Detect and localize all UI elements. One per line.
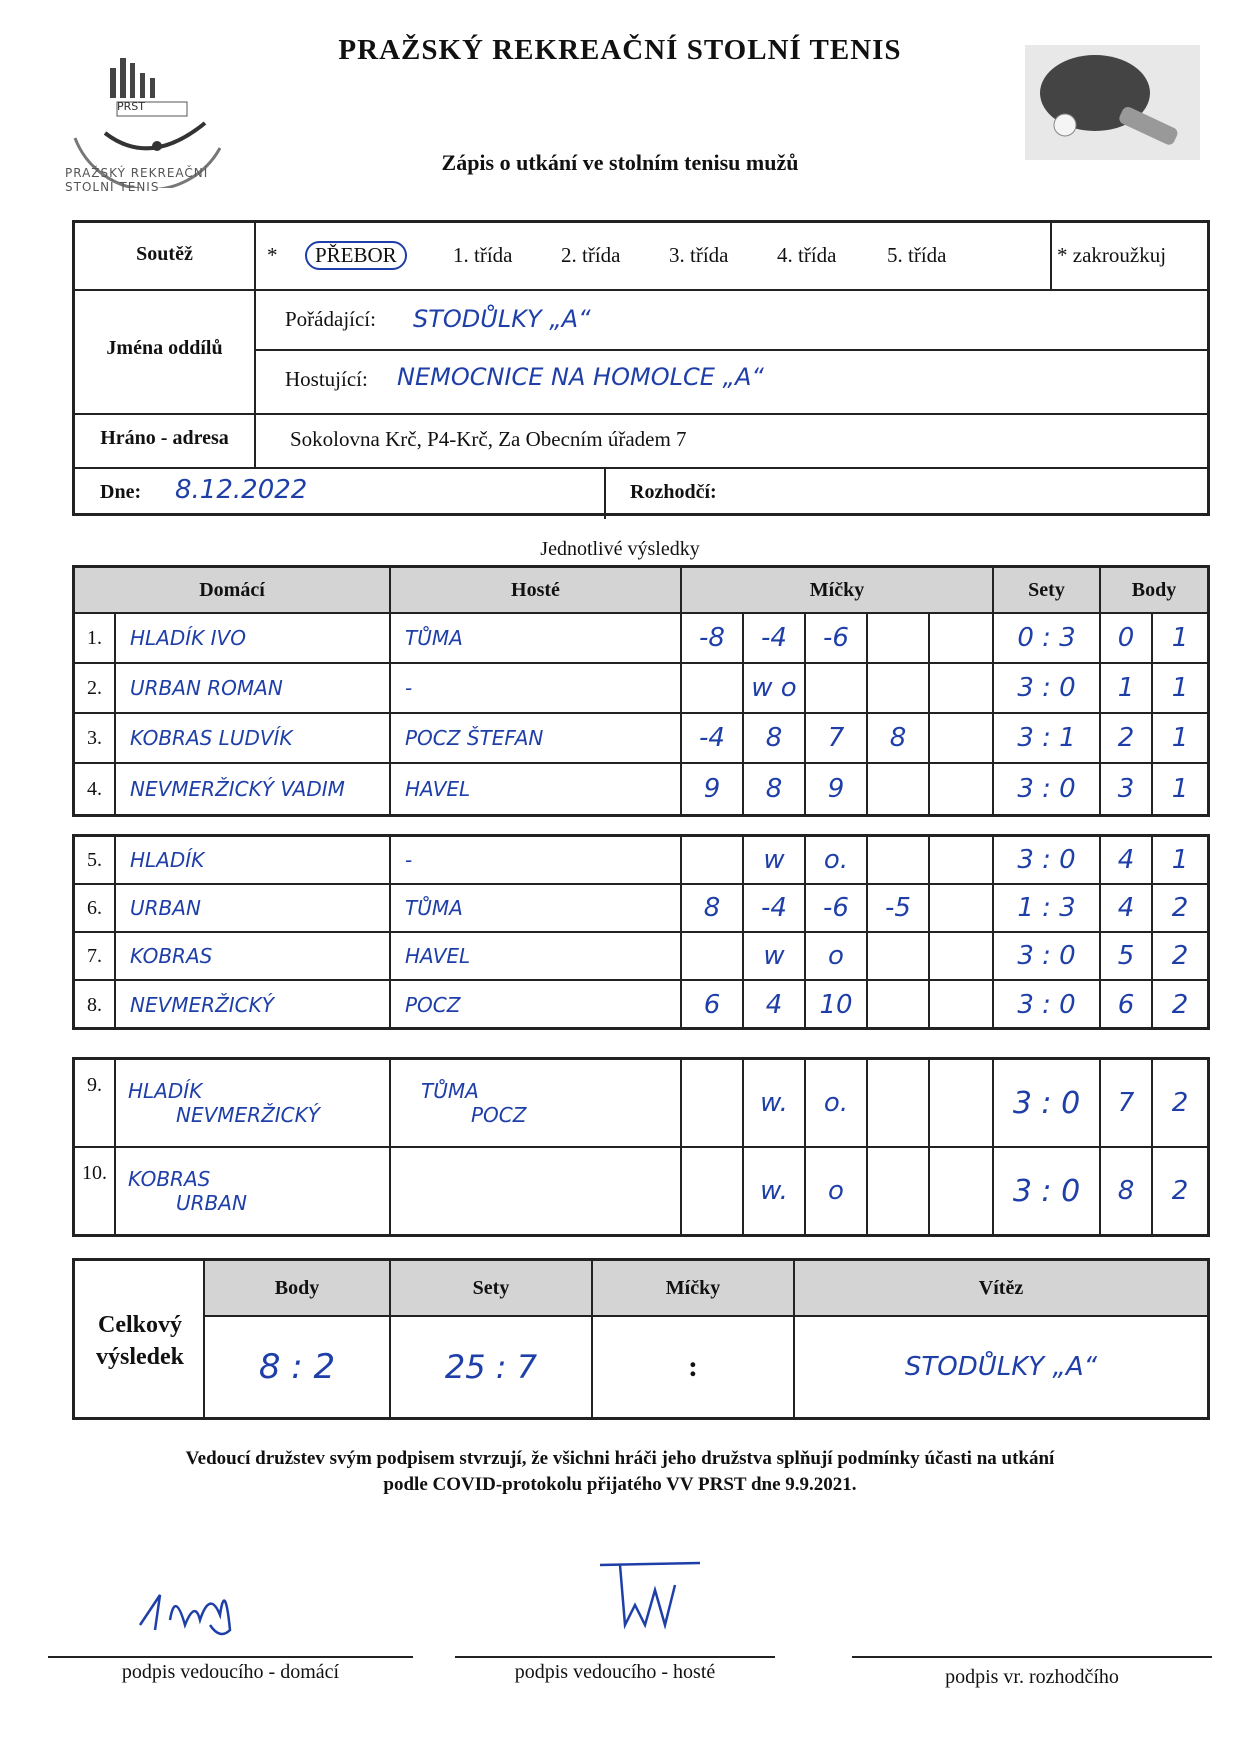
hostujici-label: Hostující: — [285, 367, 368, 391]
ball-score-2[interactable]: w — [744, 933, 806, 981]
guest-player[interactable]: TŮMA — [391, 614, 682, 664]
ball-score-5[interactable] — [930, 664, 994, 714]
hrano-value: Sokolovna Krč, P4-Krč, Za Obecním úřadem 7 — [290, 427, 687, 451]
row-number: 4. — [75, 764, 116, 814]
sets-score[interactable]: 3 : 0 — [994, 837, 1101, 885]
page-subtitle: Zápis o utkání ve stolním tenisu mužů — [441, 150, 799, 175]
referee-signature-label: podpis vr. rozhodčího — [945, 1666, 1119, 1688]
ball-score-4[interactable] — [868, 764, 930, 814]
home-player-2[interactable]: URBAN — [176, 1191, 247, 1215]
ball-score-1[interactable] — [682, 933, 744, 981]
ball-score-4[interactable] — [868, 837, 930, 885]
home-player[interactable]: KOBRAS — [116, 933, 391, 981]
ball-score-1[interactable] — [682, 1148, 744, 1234]
points-guest[interactable]: 1 — [1153, 664, 1207, 714]
total-micky-value[interactable]: : — [593, 1317, 795, 1417]
home-player[interactable]: URBAN — [116, 885, 391, 933]
guest-signature-label: podpis vedoucího - hosté — [514, 1661, 716, 1683]
row-number: 8. — [75, 981, 116, 1029]
home-player[interactable]: URBAN ROMAN — [116, 664, 391, 714]
soutez-option-4[interactable]: 4. třída — [777, 243, 837, 267]
ball-score-3[interactable]: o — [806, 933, 868, 981]
guest-player[interactable]: HAVEL — [391, 764, 682, 814]
referee-signature-line — [852, 1656, 1212, 1658]
ball-score-3[interactable]: -6 — [806, 614, 868, 664]
soutez-option-3[interactable]: 3. třída — [669, 243, 729, 267]
points-home[interactable]: 4 — [1101, 837, 1153, 885]
total-sety-header: Sety — [391, 1261, 593, 1317]
home-player-2[interactable]: NEVMERŽICKÝ — [176, 1103, 320, 1127]
guest-player[interactable]: POCZ ŠTEFAN — [391, 714, 682, 764]
ball-score-5[interactable] — [930, 1060, 994, 1148]
dne-label: Dne: — [100, 481, 142, 503]
guest-player-1[interactable]: TŮMA — [421, 1079, 479, 1103]
total-vitez-header: Vítěz — [795, 1261, 1207, 1317]
singles-table-1 — [72, 565, 1210, 817]
soutez-option-5[interactable]: 5. třída — [887, 243, 947, 267]
points-guest[interactable]: 1 — [1171, 774, 1189, 804]
soutez-option-1[interactable]: 1. třída — [453, 243, 513, 267]
ball-score-4[interactable] — [868, 1060, 930, 1148]
points-guest[interactable]: 2 — [1171, 1176, 1189, 1206]
ball-score-1[interactable]: -8 — [682, 614, 744, 664]
jmena-label: Jména oddílů — [106, 337, 223, 359]
sets-score[interactable]: 3 : 0 — [994, 664, 1101, 714]
ball-score-5[interactable] — [930, 933, 994, 981]
row-number: 7. — [75, 933, 116, 981]
page-title: PRAŽSKÝ REKREAČNÍ STOLNÍ TENIS — [338, 34, 902, 66]
guest-player[interactable]: HAVEL — [391, 933, 682, 981]
ball-score-3[interactable]: 10 — [806, 981, 868, 1029]
ball-score-2[interactable]: 4 — [744, 981, 806, 1029]
points-guest[interactable]: 1 — [1153, 837, 1207, 885]
ball-score-2[interactable]: 8 — [744, 764, 806, 814]
row-number: 6. — [75, 885, 116, 933]
ball-score-1[interactable] — [682, 837, 744, 885]
points-guest[interactable]: 1 — [1153, 714, 1207, 764]
ball-score-4[interactable] — [868, 933, 930, 981]
header-micky: Míčky — [682, 568, 994, 614]
header-sety: Sety — [994, 568, 1101, 614]
home-signature — [130, 1570, 270, 1650]
points-guest[interactable]: 1 — [1153, 614, 1207, 664]
sets-score[interactable]: 3 : 1 — [994, 714, 1101, 764]
home-signature-line — [48, 1656, 413, 1658]
row-number: 10. — [75, 1148, 116, 1234]
dne-value[interactable]: 8.12.2022 — [175, 475, 308, 505]
ball-score-1[interactable]: 6 — [682, 981, 744, 1029]
soutez-label: Soutěž — [136, 243, 193, 265]
points-home[interactable]: 7 — [1101, 1060, 1153, 1148]
ball-score-5[interactable] — [930, 837, 994, 885]
covid-note-line1: Vedoucí družstev svým podpisem stvrzují, že všichni hráči jeho družstva splňují podmínky účasti na utkání — [185, 1448, 1055, 1469]
ball-score-4[interactable] — [868, 981, 930, 1029]
ball-score-5[interactable] — [930, 764, 994, 814]
guest-pair[interactable] — [391, 1060, 682, 1148]
total-label — [75, 1309, 205, 1373]
ball-score-2[interactable]: w. — [744, 1060, 806, 1148]
points-home[interactable]: 3 — [1101, 764, 1153, 814]
total-body-header: Body — [205, 1261, 391, 1317]
home-player[interactable]: HLADÍK IVO — [116, 614, 391, 664]
logo-text: PRAŽSKÝ REKREAČNÍ STOLNÍ TENIS — [65, 166, 209, 194]
row-number: 2. — [75, 664, 116, 714]
rozhodci-label: Rozhodčí: — [630, 481, 717, 503]
ball-score-1[interactable] — [682, 664, 744, 714]
total-body-value[interactable]: 8 : 2 — [205, 1317, 391, 1417]
guest-player[interactable]: - — [391, 837, 682, 885]
sets-score[interactable]: 3 : 0 — [994, 981, 1101, 1029]
ball-score-2[interactable]: 8 — [744, 714, 806, 764]
poradajici-value[interactable]: STODŮLKY „A“ — [413, 305, 591, 333]
points-guest[interactable]: 2 — [1171, 990, 1189, 1020]
ball-score-1[interactable]: -4 — [682, 714, 744, 764]
ball-score-5[interactable] — [930, 885, 994, 933]
covid-note — [0, 1446, 1240, 1498]
home-pair[interactable] — [116, 1060, 391, 1148]
row-number: 3. — [75, 714, 116, 764]
ball-score-5[interactable] — [930, 614, 994, 664]
ball-score-2[interactable]: w o — [744, 664, 806, 714]
sets-score[interactable]: 3 : 0 — [994, 1060, 1101, 1148]
home-player[interactable]: HLADÍK — [116, 837, 391, 885]
ball-score-2[interactable]: -4 — [744, 885, 806, 933]
total-micky-header: Míčky — [593, 1261, 795, 1317]
total-label-line1: Celkový — [98, 1312, 182, 1338]
guest-player[interactable]: - — [391, 664, 682, 714]
guest-player[interactable]: TŮMA — [391, 885, 682, 933]
guest-player[interactable]: POCZ — [391, 981, 682, 1029]
home-pair[interactable] — [116, 1148, 391, 1234]
results-caption: Jednotlivé výsledky — [540, 538, 700, 560]
ball-score-3[interactable]: 9 — [806, 764, 868, 814]
ball-score-4[interactable] — [868, 1148, 930, 1234]
guest-signature-line — [455, 1656, 775, 1658]
ball-score-5[interactable] — [930, 1148, 994, 1234]
doubles-table — [72, 1057, 1210, 1237]
points-guest[interactable]: 2 — [1153, 885, 1207, 933]
total-sety-value[interactable]: 25 : 7 — [391, 1317, 593, 1417]
ball-score-2[interactable]: -4 — [744, 614, 806, 664]
paddle-image — [1025, 45, 1200, 160]
ball-score-5[interactable] — [930, 981, 994, 1029]
ball-score-3[interactable]: o. — [806, 1060, 868, 1148]
guest-pair[interactable] — [391, 1148, 682, 1234]
ball-score-5[interactable] — [930, 714, 994, 764]
ball-score-1[interactable] — [682, 1060, 744, 1148]
header-body: Body — [1101, 568, 1207, 614]
sets-score[interactable]: 3 : 0 — [994, 1148, 1101, 1234]
soutez-star: * — [267, 243, 278, 267]
hostujici-value[interactable]: NEMOCNICE NA HOMOLCE „A“ — [397, 363, 764, 391]
home-player-1[interactable]: KOBRAS — [128, 1167, 211, 1191]
ball-score-3[interactable]: 7 — [806, 714, 868, 764]
home-player-1[interactable]: HLADÍK — [128, 1079, 203, 1103]
match-info-table — [72, 220, 1210, 516]
ball-score-2[interactable]: w — [744, 837, 806, 885]
total-label-line2: výsledek — [95, 1344, 184, 1370]
points-home[interactable]: 0 — [1101, 614, 1153, 664]
ball-score-1[interactable]: 8 — [682, 885, 744, 933]
total-vitez-value[interactable]: STODŮLKY „A“ — [904, 1352, 1098, 1382]
ball-score-4[interactable]: -5 — [868, 885, 930, 933]
singles-table-2 — [72, 834, 1210, 1030]
ball-score-3[interactable] — [806, 664, 868, 714]
points-home[interactable]: 5 — [1101, 933, 1153, 981]
ball-score-3[interactable]: o — [806, 1148, 868, 1234]
ball-score-4[interactable] — [868, 614, 930, 664]
soutez-option-prebor[interactable]: PŘEBOR — [305, 241, 407, 270]
logo-badge: PRST — [117, 100, 145, 113]
ball-score-4[interactable] — [868, 664, 930, 714]
total-result-table — [72, 1258, 1210, 1420]
header-domaci: Domácí — [75, 568, 391, 614]
ball-score-4[interactable]: 8 — [868, 714, 930, 764]
points-home[interactable]: 6 — [1101, 981, 1153, 1029]
points-home[interactable]: 1 — [1101, 664, 1153, 714]
home-player[interactable]: NEVMERŽICKÝ VADIM — [116, 764, 391, 814]
poradajici-label: Pořádající: — [285, 307, 376, 331]
guest-player-2[interactable]: POCZ — [471, 1103, 527, 1127]
sets-score[interactable]: 0 : 3 — [994, 614, 1101, 664]
ball-score-2[interactable]: w. — [744, 1148, 806, 1234]
home-signature-label: podpis vedoucího - domácí — [121, 1661, 340, 1683]
header-hoste: Hosté — [391, 568, 682, 614]
hrano-label: Hráno - adresa — [100, 427, 229, 449]
covid-note-line2: podle COVID-protokolu přijatého VV PRST dne 9.9.2021. — [383, 1474, 857, 1495]
home-player[interactable]: KOBRAS LUDVÍK — [116, 714, 391, 764]
ball-score-1[interactable]: 9 — [682, 764, 744, 814]
sets-score[interactable]: 1 : 3 — [994, 885, 1101, 933]
points-guest[interactable]: 2 — [1153, 1060, 1207, 1148]
row-number: 5. — [75, 837, 116, 885]
sets-score[interactable]: 3 : 0 — [994, 764, 1101, 814]
points-home[interactable]: 4 — [1101, 885, 1153, 933]
sets-score[interactable]: 3 : 0 — [994, 933, 1101, 981]
row-number: 9. — [75, 1060, 116, 1148]
points-home[interactable]: 8 — [1101, 1148, 1153, 1234]
ball-score-3[interactable]: -6 — [806, 885, 868, 933]
home-player[interactable]: NEVMERŽICKÝ — [116, 981, 391, 1029]
ball-score-3[interactable]: o. — [806, 837, 868, 885]
zakrouzkuj-note: * zakroužkuj — [1057, 243, 1167, 267]
row-number: 1. — [75, 614, 116, 664]
points-home[interactable]: 2 — [1101, 714, 1153, 764]
points-guest[interactable]: 2 — [1153, 933, 1207, 981]
guest-signature — [590, 1555, 710, 1645]
soutez-option-2[interactable]: 2. třída — [561, 243, 621, 267]
